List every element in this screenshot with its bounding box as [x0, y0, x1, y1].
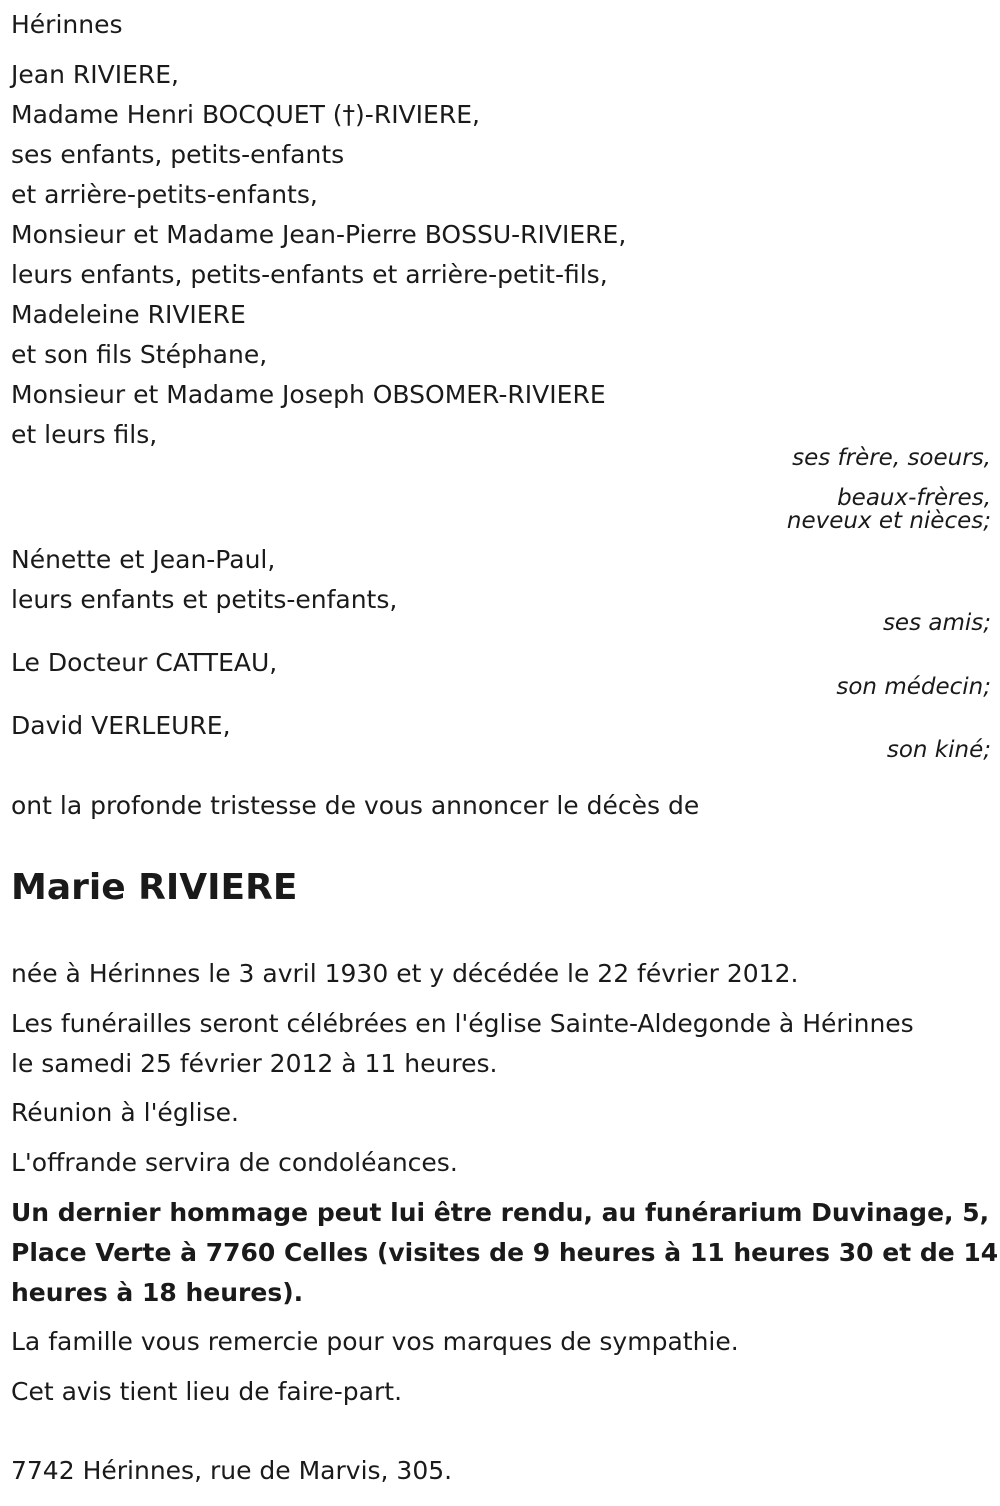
deceased-name: Marie RIVIERE — [11, 867, 298, 908]
family-line-3: ses enfants, petits-enfants — [11, 140, 345, 169]
family-line-7: Madeleine RIVIERE — [11, 300, 246, 329]
family-line-10: et leurs fils, — [11, 420, 158, 449]
doctor-name: Le Docteur CATTEAU, — [11, 648, 278, 677]
family-line-4: et arrière-petits-enfants, — [11, 180, 318, 209]
homage-line-1: Un dernier hommage peut lui être rendu, au funérarium Duvinage, 5, — [11, 1198, 990, 1227]
funeral-line-1: Les funérailles seront célébrées en l'église Sainte-Aldegonde à Hérinnes — [11, 1009, 914, 1038]
town-heading: Hérinnes — [11, 10, 123, 39]
family-line-9: Monsieur et Madame Joseph OBSOMER-RIVIERE — [11, 380, 606, 409]
family-relation-2: beaux-frères, — [837, 485, 991, 511]
notice-line: Cet avis tient lieu de faire-part. — [11, 1377, 403, 1406]
friends-line-2: leurs enfants et petits-enfants, — [11, 585, 398, 614]
friends-relation: ses amis; — [882, 610, 991, 636]
homage-line-3: heures à 18 heures). — [11, 1278, 304, 1307]
homage-line-2: Place Verte à 7760 Celles (visites de 9 heures à 11 heures 30 et de 14 — [11, 1238, 999, 1267]
family-line-1: Jean RIVIERE, — [11, 60, 179, 89]
birth-death-line: née à Hérinnes le 3 avril 1930 et y décédée le 22 février 2012. — [11, 959, 799, 988]
family-line-2: Madame Henri BOCQUET (†)-RIVIERE, — [11, 100, 480, 129]
address-line: 7742 Hérinnes, rue de Marvis, 305. — [11, 1456, 453, 1485]
meeting-line: Réunion à l'église. — [11, 1098, 239, 1127]
family-relation-3: neveux et nièces; — [786, 508, 991, 534]
family-line-6: leurs enfants, petits-enfants et arrière-petit-fils, — [11, 260, 608, 289]
kine-name: David VERLEURE, — [11, 711, 231, 740]
family-line-5: Monsieur et Madame Jean-Pierre BOSSU-RIVIERE, — [11, 220, 627, 249]
family-relation-1: ses frère, soeurs, — [792, 445, 991, 471]
thanks-line: La famille vous remercie pour vos marques de sympathie. — [11, 1327, 739, 1356]
announcement-text: ont la profonde tristesse de vous annoncer le décès de — [11, 791, 700, 820]
doctor-relation: son médecin; — [836, 674, 991, 700]
friends-line-1: Nénette et Jean-Paul, — [11, 545, 276, 574]
kine-relation: son kiné; — [886, 737, 991, 763]
funeral-line-2: le samedi 25 février 2012 à 11 heures. — [11, 1049, 498, 1078]
offering-line: L'offrande servira de condoléances. — [11, 1148, 458, 1177]
family-line-8: et son fils Stéphane, — [11, 340, 268, 369]
